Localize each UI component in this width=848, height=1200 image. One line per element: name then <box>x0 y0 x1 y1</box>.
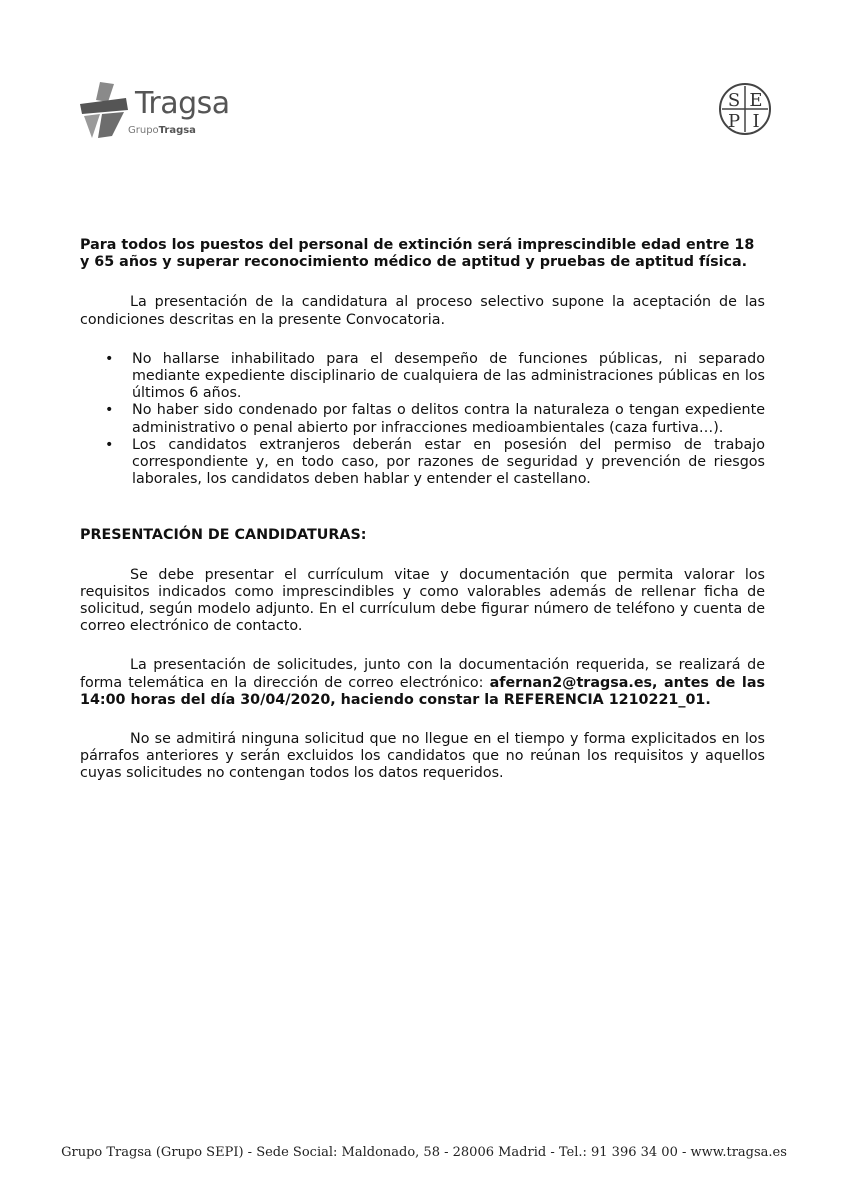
grupo-suffix: Tragsa <box>158 125 196 136</box>
bullet-icon: • <box>105 436 114 453</box>
acceptance-paragraph: La presentación de la candidatura al proceso selectivo supone la aceptación de las condiciones descritas en la presente Convocatoria. <box>80 294 765 328</box>
page-footer: Grupo Tragsa (Grupo SEPI) - Sede Social: Maldonado, 58 - 28006 Madrid - Tel.: 91 396 34 00 - www.tragsa.es <box>61 1145 787 1160</box>
sepi-letter-i: I <box>752 111 760 132</box>
deadline-text: , antes de las 14:00 horas del día 30/04/2020, haciendo constar la REFERENCIA 1210221_01. <box>80 674 765 708</box>
page-header <box>0 0 848 150</box>
contact-email-link[interactable]: afernan2@tragsa.es <box>489 674 653 691</box>
sepi-letter-p: P <box>727 111 741 132</box>
requirement-text: Los candidatos extranjeros deberán estar en posesión del permiso de trabajo correspondiente y, en todo caso, por razones de seguridad y prevención de riesgos laborales, los candidatos deben hablar y entender el castellano. <box>132 436 765 488</box>
list-item <box>80 437 765 489</box>
requirement-text: No hallarse inhabilitado para el desempeño de funciones públicas, ni separado mediante expediente disciplinario de cualquiera de las administraciones públicas en los últimos 6 años. <box>132 350 765 402</box>
sepi-letter-s: S <box>727 90 741 111</box>
section-title: PRESENTACIÓN DE CANDIDATURAS: <box>80 527 367 544</box>
requirement-text: No haber sido condenado por faltas o delitos contra la naturaleza o tengan expediente administrativo o penal abierto por infracciones medioambientales (caza furtiva…). <box>132 402 765 436</box>
tragsa-logo-text: Tragsa <box>135 86 230 121</box>
requirements-lead: Para todos los puestos del personal de extinción será imprescindible edad entre 18 y 65 años y superar reconocimiento médico de aptitud y pruebas de aptitud física. <box>80 237 755 271</box>
tragsa-logo <box>78 80 238 142</box>
list-item <box>80 402 765 436</box>
bullet-icon: • <box>105 402 114 419</box>
tragsa-mark-icon <box>78 80 130 140</box>
exclusion-paragraph: No se admitirá ninguna solicitud que no llegue en el tiempo y forma explicitados en los párrafos anteriores y serán excluidos los candidatos que no reúnan los requisitos y aquellos cuyas solicitudes no contengan todos los datos requeridos. <box>80 731 765 782</box>
requirements-list <box>80 351 765 489</box>
sepi-logo <box>718 82 772 136</box>
list-item <box>80 351 765 403</box>
document-body <box>80 237 765 783</box>
bullet-icon: • <box>105 350 114 367</box>
submission-paragraph <box>80 657 765 709</box>
grupo-tragsa-text <box>128 125 196 136</box>
submission-text: La presentación de solicitudes, junto con la documentación requerida, se realizará de forma telemática en la dirección de correo electrónico: <box>80 657 765 691</box>
sepi-letter-e: E <box>749 90 763 111</box>
cv-paragraph: Se debe presentar el currículum vitae y documentación que permita valorar los requisitos indicados como imprescindibles y como valorables además de rellenar ficha de solicitud, según modelo adjunto. En el currículum debe figurar número de teléfono y cuenta de correo electrónico de contacto. <box>80 566 765 635</box>
grupo-prefix: Grupo <box>128 125 159 136</box>
